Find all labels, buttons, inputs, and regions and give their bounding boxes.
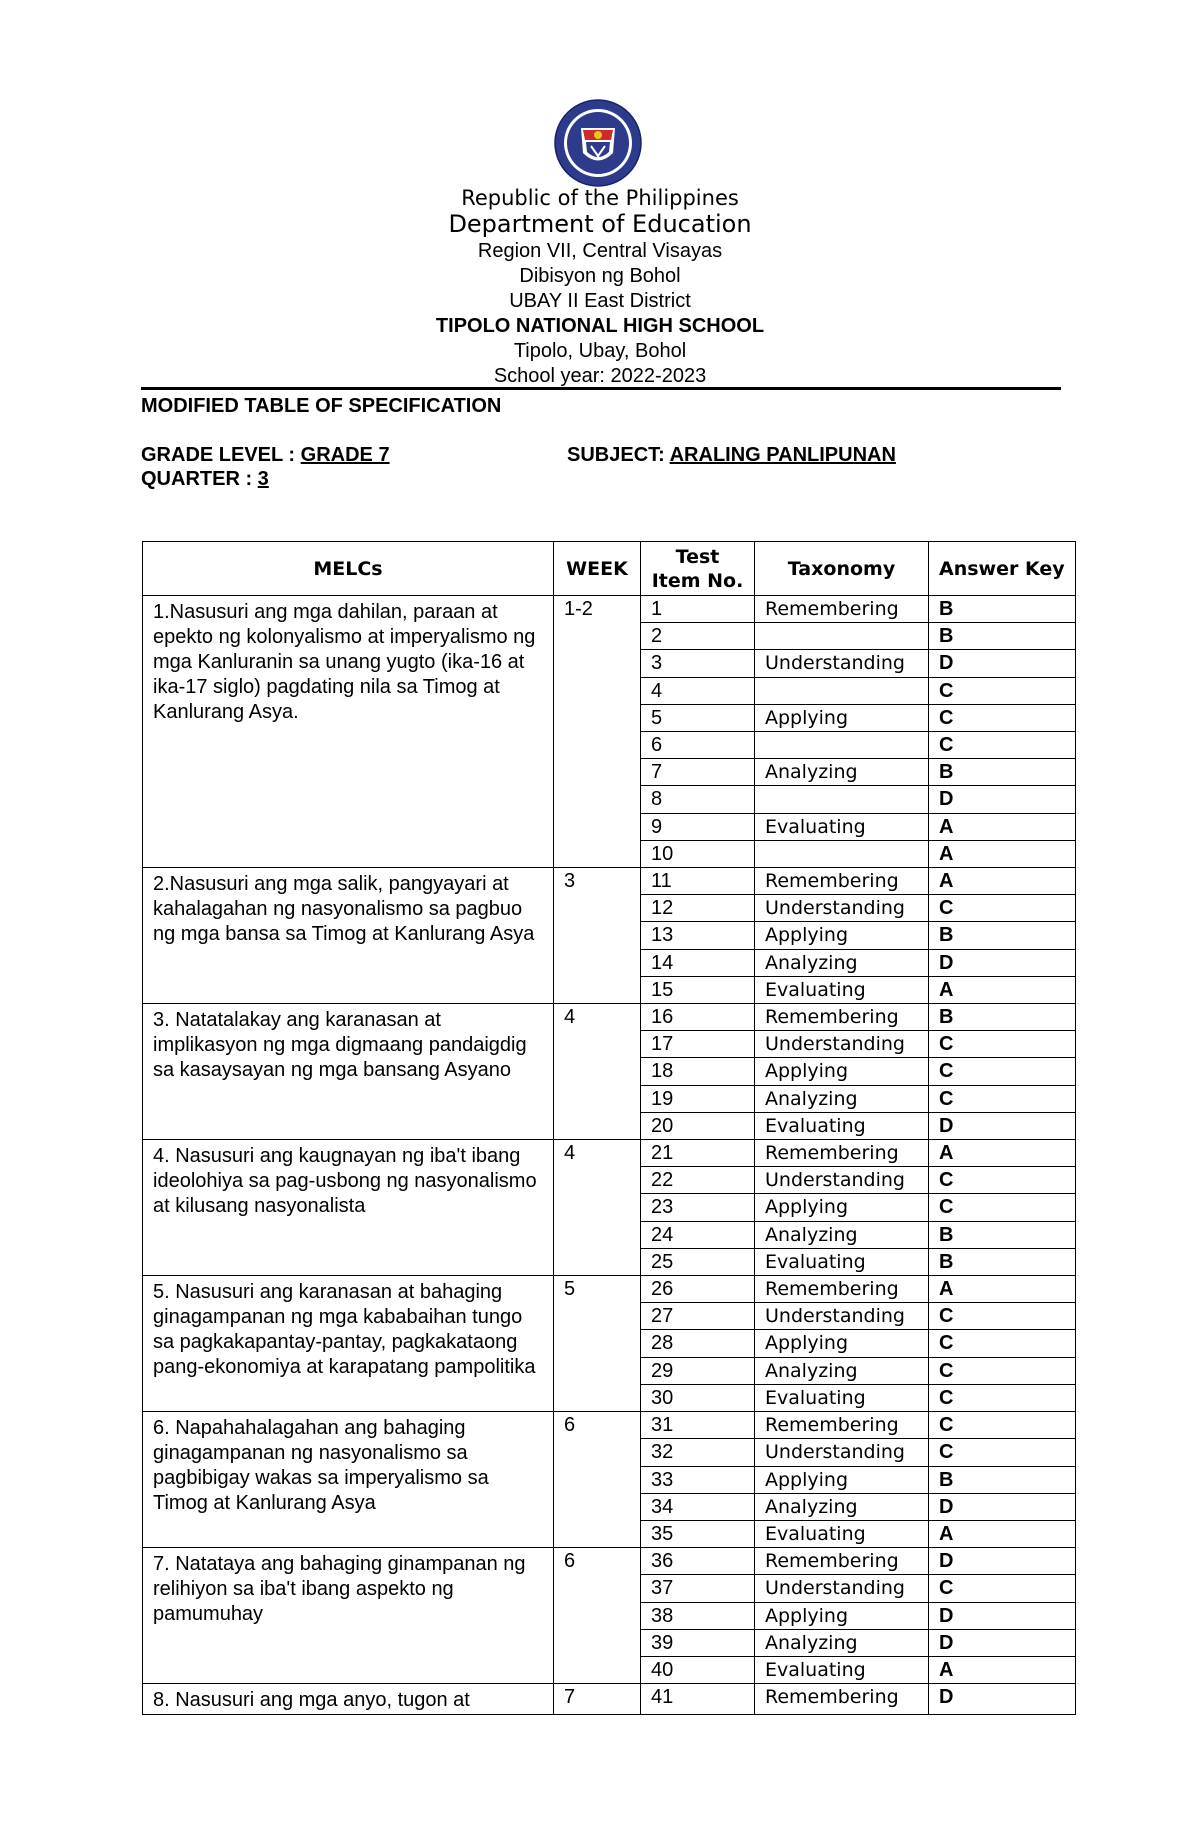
- answer-key-cell: B: [929, 623, 1076, 650]
- taxonomy-cell: Remembering: [755, 1412, 929, 1439]
- school-year: School year: 2022-2023: [493, 365, 707, 387]
- item-no-cell: 33: [641, 1466, 755, 1493]
- item-no-cell: 39: [641, 1629, 755, 1656]
- item-no-cell: 4: [641, 677, 755, 704]
- specification-table: [142, 541, 1076, 1715]
- item-no-cell: 20: [641, 1112, 755, 1139]
- item-no-cell: 11: [641, 868, 755, 895]
- taxonomy-cell: Remembering: [755, 1684, 929, 1715]
- table-row: [143, 1004, 1076, 1031]
- week-cell: 5: [554, 1276, 641, 1412]
- grade-level: [141, 444, 390, 467]
- header-divider: [141, 387, 1061, 390]
- region-line: Region VII, Central Visayas: [477, 240, 723, 262]
- answer-key-cell: C: [929, 1167, 1076, 1194]
- taxonomy-cell: Evaluating: [755, 1112, 929, 1139]
- answer-key-cell: A: [929, 868, 1076, 895]
- table-row: [143, 868, 1076, 895]
- item-no-cell: 18: [641, 1058, 755, 1085]
- item-no-cell: 28: [641, 1330, 755, 1357]
- answer-key-cell: D: [929, 1684, 1076, 1715]
- week-cell: 1-2: [554, 596, 641, 868]
- answer-key-cell: C: [929, 732, 1076, 759]
- answer-key-cell: B: [929, 1466, 1076, 1493]
- answer-key-header: Answer Key: [929, 542, 1076, 596]
- item-no-cell: 25: [641, 1248, 755, 1275]
- taxonomy-cell: Evaluating: [755, 976, 929, 1003]
- item-no-cell: 26: [641, 1276, 755, 1303]
- answer-key-cell: D: [929, 650, 1076, 677]
- taxonomy-cell: Analyzing: [755, 1493, 929, 1520]
- taxonomy-cell: [755, 677, 929, 704]
- answer-key-cell: A: [929, 840, 1076, 867]
- item-no-cell: 2: [641, 623, 755, 650]
- answer-key-cell: C: [929, 1085, 1076, 1112]
- taxonomy-cell: [755, 840, 929, 867]
- taxonomy-cell: Applying: [755, 1602, 929, 1629]
- answer-key-cell: A: [929, 976, 1076, 1003]
- week-cell: 3: [554, 868, 641, 1004]
- item-no-cell: 6: [641, 732, 755, 759]
- taxonomy-cell: Applying: [755, 704, 929, 731]
- week-cell: 6: [554, 1548, 641, 1684]
- taxonomy-cell: [755, 732, 929, 759]
- answer-key-cell: C: [929, 1575, 1076, 1602]
- answer-key-cell: C: [929, 1412, 1076, 1439]
- deped-seal-logo: [553, 98, 643, 188]
- taxonomy-cell: [755, 623, 929, 650]
- taxonomy-cell: Evaluating: [755, 1520, 929, 1547]
- item-no-cell: 9: [641, 813, 755, 840]
- answer-key-cell: D: [929, 1629, 1076, 1656]
- answer-key-cell: D: [929, 1112, 1076, 1139]
- taxonomy-cell: Understanding: [755, 895, 929, 922]
- answer-key-cell: A: [929, 1656, 1076, 1683]
- melc-cell: 3. Natatalakay ang karanasan at implikasyon ng mga digmaang pandaigdig sa kasaysayan ng mga bansang Asyano: [143, 1004, 554, 1140]
- taxonomy-header: Taxonomy: [755, 542, 929, 596]
- taxonomy-cell: Analyzing: [755, 1085, 929, 1112]
- item-no-cell: 7: [641, 759, 755, 786]
- taxonomy-cell: Understanding: [755, 1439, 929, 1466]
- taxonomy-cell: Applying: [755, 1194, 929, 1221]
- district-line: UBAY II East District: [509, 290, 691, 312]
- answer-key-cell: B: [929, 759, 1076, 786]
- item-no-cell: 16: [641, 1004, 755, 1031]
- taxonomy-cell: Understanding: [755, 1303, 929, 1330]
- answer-key-cell: A: [929, 1520, 1076, 1547]
- week-header: WEEK: [554, 542, 641, 596]
- grade-level-value: GRADE 7: [300, 444, 390, 466]
- item-no-cell: 13: [641, 922, 755, 949]
- item-no-cell: 19: [641, 1085, 755, 1112]
- taxonomy-cell: Remembering: [755, 1004, 929, 1031]
- week-cell: 4: [554, 1140, 641, 1276]
- answer-key-cell: C: [929, 1194, 1076, 1221]
- taxonomy-cell: Remembering: [755, 1140, 929, 1167]
- taxonomy-cell: Analyzing: [755, 1357, 929, 1384]
- answer-key-cell: D: [929, 786, 1076, 813]
- answer-key-cell: C: [929, 1330, 1076, 1357]
- item-no-cell: 38: [641, 1602, 755, 1629]
- item-no-cell: 22: [641, 1167, 755, 1194]
- school-name: TIPOLO NATIONAL HIGH SCHOOL: [435, 315, 765, 337]
- taxonomy-cell: Evaluating: [755, 1248, 929, 1275]
- item-no-cell: 15: [641, 976, 755, 1003]
- taxonomy-cell: Remembering: [755, 1548, 929, 1575]
- table-row: [143, 1140, 1076, 1167]
- quarter: [141, 468, 269, 491]
- item-no-header: [641, 542, 755, 596]
- table-row: [143, 1684, 1076, 1715]
- item-no-cell: 24: [641, 1221, 755, 1248]
- item-no-cell: 14: [641, 949, 755, 976]
- taxonomy-cell: Applying: [755, 1466, 929, 1493]
- item-no-cell: 35: [641, 1520, 755, 1547]
- answer-key-cell: B: [929, 1248, 1076, 1275]
- item-no-cell: 32: [641, 1439, 755, 1466]
- answer-key-cell: C: [929, 1439, 1076, 1466]
- table-body: [143, 596, 1076, 1715]
- school-address: Tipolo, Ubay, Bohol: [513, 340, 687, 362]
- melc-cell: 1.Nasusuri ang mga dahilan, paraan at epekto ng kolonyalismo at imperyalismo ng mga Kanluranin sa unang yugto (ika-16 at ika-17 siglo) pagdating nila sa Timog at Kanlurang Asya.: [143, 596, 554, 868]
- item-no-cell: 5: [641, 704, 755, 731]
- answer-key-cell: C: [929, 1303, 1076, 1330]
- taxonomy-cell: Analyzing: [755, 759, 929, 786]
- document-title: MODIFIED TABLE OF SPECIFICATION: [141, 395, 502, 417]
- item-no-header-line2: Item No.: [651, 569, 744, 592]
- republic-line: Republic of the Philippines: [461, 186, 739, 210]
- taxonomy-cell: Remembering: [755, 596, 929, 623]
- taxonomy-cell: Applying: [755, 1058, 929, 1085]
- taxonomy-cell: Evaluating: [755, 813, 929, 840]
- answer-key-cell: D: [929, 949, 1076, 976]
- taxonomy-cell: Applying: [755, 922, 929, 949]
- taxonomy-cell: Analyzing: [755, 1221, 929, 1248]
- subject-value: ARALING PANLIPUNAN: [669, 444, 896, 466]
- item-no-cell: 30: [641, 1384, 755, 1411]
- taxonomy-cell: Analyzing: [755, 1629, 929, 1656]
- quarter-label: QUARTER :: [141, 468, 258, 490]
- answer-key-cell: C: [929, 704, 1076, 731]
- item-no-cell: 34: [641, 1493, 755, 1520]
- item-no-cell: 3: [641, 650, 755, 677]
- answer-key-cell: C: [929, 1031, 1076, 1058]
- answer-key-cell: D: [929, 1548, 1076, 1575]
- answer-key-cell: C: [929, 1384, 1076, 1411]
- melc-cell: 8. Nasusuri ang mga anyo, tugon at: [143, 1684, 554, 1715]
- table-row: [143, 1548, 1076, 1575]
- item-no-cell: 36: [641, 1548, 755, 1575]
- answer-key-cell: C: [929, 895, 1076, 922]
- taxonomy-cell: Evaluating: [755, 1656, 929, 1683]
- item-no-cell: 12: [641, 895, 755, 922]
- taxonomy-cell: Understanding: [755, 1031, 929, 1058]
- item-no-cell: 8: [641, 786, 755, 813]
- item-no-cell: 37: [641, 1575, 755, 1602]
- item-no-cell: 31: [641, 1412, 755, 1439]
- melc-cell: 6. Napahahalagahan ang bahaging ginagampanan ng nasyonalismo sa pagbibigay wakas sa imperyalismo sa Timog at Kanlurang Asya: [143, 1412, 554, 1548]
- quarter-value: 3: [257, 468, 269, 490]
- item-no-header-line1: Test: [675, 545, 720, 568]
- item-no-cell: 17: [641, 1031, 755, 1058]
- item-no-cell: 27: [641, 1303, 755, 1330]
- taxonomy-cell: Understanding: [755, 650, 929, 677]
- item-no-cell: 23: [641, 1194, 755, 1221]
- item-no-cell: 1: [641, 596, 755, 623]
- division-line: Dibisyon ng Bohol: [519, 265, 681, 287]
- answer-key-cell: A: [929, 1140, 1076, 1167]
- item-no-cell: 29: [641, 1357, 755, 1384]
- taxonomy-cell: Applying: [755, 1330, 929, 1357]
- week-cell: 6: [554, 1412, 641, 1548]
- table-row: [143, 596, 1076, 623]
- grade-level-label: GRADE LEVEL :: [141, 444, 301, 466]
- answer-key-cell: C: [929, 677, 1076, 704]
- table-header-row: [143, 542, 1076, 596]
- answer-key-cell: D: [929, 1602, 1076, 1629]
- taxonomy-cell: [755, 786, 929, 813]
- department-line: Department of Education: [448, 210, 752, 238]
- taxonomy-cell: Analyzing: [755, 949, 929, 976]
- taxonomy-cell: Remembering: [755, 868, 929, 895]
- melc-cell: 7. Natataya ang bahaging ginampanan ng relihiyon sa iba't ibang aspekto ng pamumuhay: [143, 1548, 554, 1684]
- answer-key-cell: D: [929, 1493, 1076, 1520]
- subject-label: SUBJECT:: [567, 444, 670, 466]
- answer-key-cell: A: [929, 1276, 1076, 1303]
- table-row: [143, 1412, 1076, 1439]
- answer-key-cell: B: [929, 596, 1076, 623]
- week-cell: 7: [554, 1684, 641, 1715]
- answer-key-cell: C: [929, 1357, 1076, 1384]
- item-no-cell: 40: [641, 1656, 755, 1683]
- subject: [567, 444, 896, 467]
- table-row: [143, 1276, 1076, 1303]
- item-no-cell: 41: [641, 1684, 755, 1715]
- answer-key-cell: B: [929, 1004, 1076, 1031]
- answer-key-cell: A: [929, 813, 1076, 840]
- item-no-cell: 21: [641, 1140, 755, 1167]
- taxonomy-cell: Understanding: [755, 1167, 929, 1194]
- melc-cell: 4. Nasusuri ang kaugnayan ng iba't ibang ideolohiya sa pag-usbong ng nasyonalismo at kilusang nasyonalista: [143, 1140, 554, 1276]
- melc-cell: 5. Nasusuri ang karanasan at bahaging ginagampanan ng mga kababaihan tungo sa pagkakapantay-pantay, pagkakataong pang-ekonomiya at karapatang pampolitika: [143, 1276, 554, 1412]
- melc-cell: 2.Nasusuri ang mga salik, pangyayari at kahalagahan ng nasyonalismo sa pagbuo ng mga bansa sa Timog at Kanlurang Asya: [143, 868, 554, 1004]
- melcs-header: MELCs: [143, 542, 554, 596]
- answer-key-cell: B: [929, 922, 1076, 949]
- week-cell: 4: [554, 1004, 641, 1140]
- answer-key-cell: C: [929, 1058, 1076, 1085]
- taxonomy-cell: Remembering: [755, 1276, 929, 1303]
- taxonomy-cell: Understanding: [755, 1575, 929, 1602]
- item-no-cell: 10: [641, 840, 755, 867]
- answer-key-cell: B: [929, 1221, 1076, 1248]
- taxonomy-cell: Evaluating: [755, 1384, 929, 1411]
